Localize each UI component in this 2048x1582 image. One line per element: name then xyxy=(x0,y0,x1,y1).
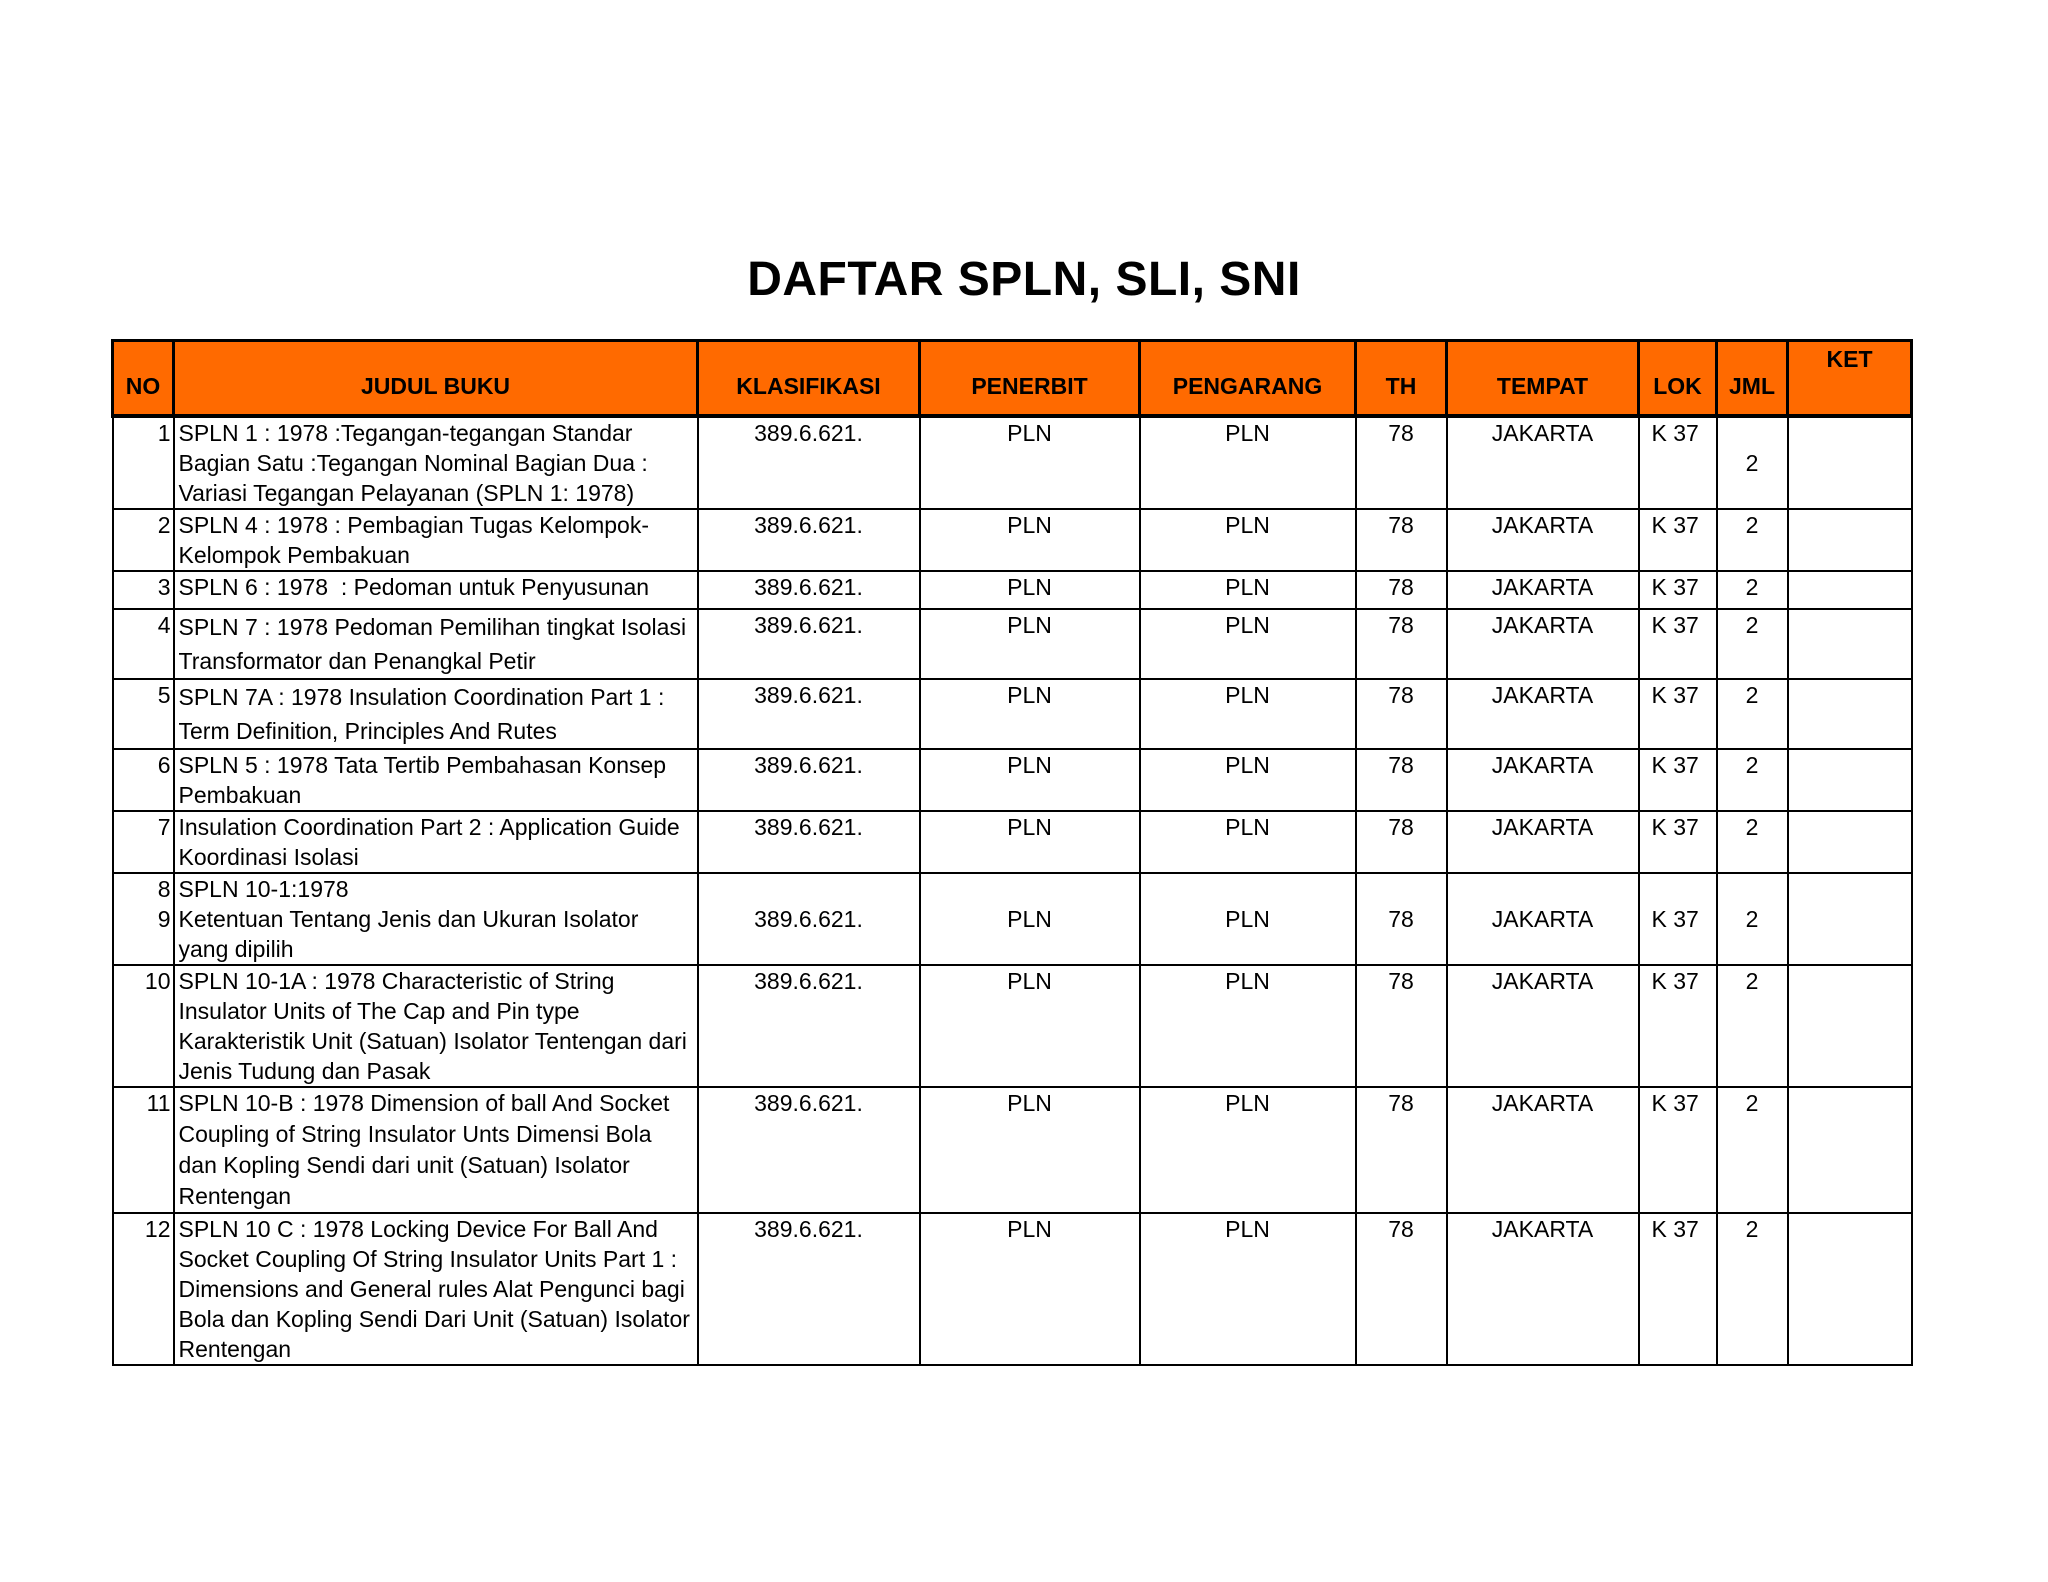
cell-klasifikasi: 389.6.621. xyxy=(698,679,920,749)
cell-no xyxy=(113,873,174,965)
cell-ket xyxy=(1788,609,1912,679)
book-table xyxy=(111,339,1913,1366)
cell-lok: K 37 xyxy=(1639,965,1717,1087)
cell-lok: K 37 xyxy=(1639,749,1717,811)
cell-th: 78 xyxy=(1356,609,1447,679)
cell-tempat: JAKARTA xyxy=(1447,509,1639,571)
header-no: NO xyxy=(113,341,174,417)
cell-jml: 2 xyxy=(1717,571,1788,609)
cell-judul-9: Ketentuan Tentang Jenis dan Ukuran Isolator yang dipilih xyxy=(178,906,639,962)
cell-tempat: JAKARTA xyxy=(1447,571,1639,609)
cell-pengarang: PLN xyxy=(1140,571,1356,609)
cell-jml: 2 xyxy=(1717,873,1788,965)
cell-ket xyxy=(1788,571,1912,609)
cell-judul: SPLN 10-1A : 1978 Characteristic of String Insulator Units of The Cap and Pin type Karakteristik Unit (Satuan) Isolator Tentengan dari Jenis Tudung dan Pasak xyxy=(174,965,698,1087)
table-row xyxy=(113,416,1912,509)
cell-no: 2 xyxy=(113,509,174,571)
cell-lok: K 37 xyxy=(1639,416,1717,509)
cell-klasifikasi: 389.6.621. xyxy=(698,1087,920,1213)
cell-pengarang: PLN xyxy=(1140,873,1356,965)
cell-judul: SPLN 4 : 1978 : Pembagian Tugas Kelompok-Kelompok Pembakuan xyxy=(174,509,698,571)
table-row xyxy=(113,811,1912,873)
table-row xyxy=(113,873,1912,965)
cell-ket xyxy=(1788,873,1912,965)
cell-ket xyxy=(1788,509,1912,571)
cell-tempat: JAKARTA xyxy=(1447,749,1639,811)
header-tempat: TEMPAT xyxy=(1447,341,1639,417)
cell-lok: K 37 xyxy=(1639,811,1717,873)
cell-penerbit: PLN xyxy=(920,965,1140,1087)
header-ket: KET xyxy=(1788,341,1912,417)
cell-judul: SPLN 7 : 1978 Pedoman Pemilihan tingkat Isolasi Transformator dan Penangkal Petir xyxy=(174,609,698,679)
cell-jml: 2 xyxy=(1717,416,1788,509)
table-row xyxy=(113,965,1912,1087)
cell-tempat: JAKARTA xyxy=(1447,965,1639,1087)
cell-pengarang: PLN xyxy=(1140,679,1356,749)
cell-penerbit: PLN xyxy=(920,1087,1140,1213)
table-row xyxy=(113,1213,1912,1365)
cell-jml: 2 xyxy=(1717,965,1788,1087)
cell-penerbit: PLN xyxy=(920,416,1140,509)
cell-jml: 2 xyxy=(1717,1087,1788,1213)
cell-klasifikasi: 389.6.621. xyxy=(698,571,920,609)
cell-penerbit: PLN xyxy=(920,1213,1140,1365)
cell-no-8: 8 xyxy=(157,876,171,902)
cell-tempat: JAKARTA xyxy=(1447,811,1639,873)
cell-th: 78 xyxy=(1356,1213,1447,1365)
cell-no-9: 9 xyxy=(157,906,171,932)
cell-lok: K 37 xyxy=(1639,609,1717,679)
header-penerbit: PENERBIT xyxy=(920,341,1140,417)
cell-tempat: JAKARTA xyxy=(1447,1213,1639,1365)
cell-ket xyxy=(1788,811,1912,873)
cell-jml: 2 xyxy=(1717,509,1788,571)
cell-pengarang: PLN xyxy=(1140,811,1356,873)
cell-klasifikasi: 389.6.621. xyxy=(698,1213,920,1365)
cell-pengarang: PLN xyxy=(1140,609,1356,679)
cell-ket xyxy=(1788,749,1912,811)
header-th: TH xyxy=(1356,341,1447,417)
cell-klasifikasi: 389.6.621. xyxy=(698,873,920,965)
cell-judul: SPLN 10-B : 1978 Dimension of ball And Socket Coupling of String Insulator Unts Dimensi Bola dan Kopling Sendi dari unit (Satuan) Isolator Rentengan xyxy=(174,1087,698,1213)
cell-no: 11 xyxy=(113,1087,174,1213)
cell-no: 10 xyxy=(113,965,174,1087)
cell-penerbit: PLN xyxy=(920,509,1140,571)
cell-judul: SPLN 10 C : 1978 Locking Device For Ball And Socket Coupling Of String Insulator Units Part 1 : Dimensions and General rules Alat Pengunci bagi Bola dan Kopling Sendi Dari Unit (Satuan) Isolator Rentengan xyxy=(174,1213,698,1365)
cell-th: 78 xyxy=(1356,749,1447,811)
cell-pengarang: PLN xyxy=(1140,1087,1356,1213)
cell-lok: K 37 xyxy=(1639,509,1717,571)
cell-lok: K 37 xyxy=(1639,571,1717,609)
cell-penerbit: PLN xyxy=(920,571,1140,609)
cell-klasifikasi: 389.6.621. xyxy=(698,509,920,571)
cell-lok: K 37 xyxy=(1639,679,1717,749)
cell-ket xyxy=(1788,679,1912,749)
cell-judul: SPLN 6 : 1978 : Pedoman untuk Penyusunan xyxy=(174,571,698,609)
cell-no: 6 xyxy=(113,749,174,811)
cell-penerbit: PLN xyxy=(920,749,1140,811)
cell-th: 78 xyxy=(1356,509,1447,571)
cell-klasifikasi: 389.6.621. xyxy=(698,749,920,811)
cell-klasifikasi: 389.6.621. xyxy=(698,965,920,1087)
table-row xyxy=(113,1087,1912,1213)
cell-judul-8: SPLN 10-1:1978 xyxy=(178,876,349,902)
cell-judul: SPLN 1 : 1978 :Tegangan-tegangan Standar Bagian Satu :Tegangan Nominal Bagian Dua : Variasi Tegangan Pelayanan (SPLN 1: 1978) xyxy=(174,416,698,509)
page-title: DAFTAR SPLN, SLI, SNI xyxy=(747,253,1301,306)
cell-pengarang: PLN xyxy=(1140,509,1356,571)
cell-jml: 2 xyxy=(1717,811,1788,873)
cell-jml: 2 xyxy=(1717,679,1788,749)
cell-ket xyxy=(1788,1213,1912,1365)
cell-pengarang: PLN xyxy=(1140,416,1356,509)
header-jml: JML xyxy=(1717,341,1788,417)
cell-no: 3 xyxy=(113,571,174,609)
cell-jml: 2 xyxy=(1717,749,1788,811)
cell-tempat: JAKARTA xyxy=(1447,1087,1639,1213)
cell-pengarang: PLN xyxy=(1140,1213,1356,1365)
table-row xyxy=(113,571,1912,609)
cell-th: 78 xyxy=(1356,965,1447,1087)
header-row xyxy=(113,341,1912,417)
cell-tempat: JAKARTA xyxy=(1447,416,1639,509)
cell-no: 12 xyxy=(113,1213,174,1365)
cell-th: 78 xyxy=(1356,679,1447,749)
cell-penerbit: PLN xyxy=(920,609,1140,679)
cell-klasifikasi: 389.6.621. xyxy=(698,811,920,873)
cell-klasifikasi: 389.6.621. xyxy=(698,609,920,679)
cell-ket xyxy=(1788,1087,1912,1213)
cell-judul: Insulation Coordination Part 2 : Application Guide Koordinasi Isolasi xyxy=(174,811,698,873)
table-row xyxy=(113,679,1912,749)
cell-tempat: JAKARTA xyxy=(1447,873,1639,965)
table-row xyxy=(113,609,1912,679)
header-klasifikasi: KLASIFIKASI xyxy=(698,341,920,417)
cell-th: 78 xyxy=(1356,416,1447,509)
cell-th: 78 xyxy=(1356,873,1447,965)
cell-th: 78 xyxy=(1356,811,1447,873)
cell-pengarang: PLN xyxy=(1140,965,1356,1087)
cell-tempat: JAKARTA xyxy=(1447,679,1639,749)
cell-jml: 2 xyxy=(1717,1213,1788,1365)
cell-lok: K 37 xyxy=(1639,1087,1717,1213)
table-row xyxy=(113,749,1912,811)
cell-th: 78 xyxy=(1356,571,1447,609)
cell-no: 1 xyxy=(113,416,174,509)
cell-penerbit: PLN xyxy=(920,679,1140,749)
cell-judul: SPLN 7A : 1978 Insulation Coordination Part 1 : Term Definition, Principles And Rutes xyxy=(174,679,698,749)
cell-no: 5 xyxy=(113,679,174,749)
cell-ket xyxy=(1788,416,1912,509)
cell-lok: K 37 xyxy=(1639,873,1717,965)
header-judul: JUDUL BUKU xyxy=(174,341,698,417)
cell-pengarang: PLN xyxy=(1140,749,1356,811)
cell-lok: K 37 xyxy=(1639,1213,1717,1365)
cell-jml: 2 xyxy=(1717,609,1788,679)
cell-klasifikasi: 389.6.621. xyxy=(698,416,920,509)
cell-th: 78 xyxy=(1356,1087,1447,1213)
cell-judul xyxy=(174,873,698,965)
header-pengarang: PENGARANG xyxy=(1140,341,1356,417)
header-lok: LOK xyxy=(1639,341,1717,417)
cell-penerbit: PLN xyxy=(920,811,1140,873)
cell-no: 7 xyxy=(113,811,174,873)
cell-ket xyxy=(1788,965,1912,1087)
cell-no: 4 xyxy=(113,609,174,679)
cell-tempat: JAKARTA xyxy=(1447,609,1639,679)
cell-judul: SPLN 5 : 1978 Tata Tertib Pembahasan Konsep Pembakuan xyxy=(174,749,698,811)
cell-penerbit: PLN xyxy=(920,873,1140,965)
table-row xyxy=(113,509,1912,571)
